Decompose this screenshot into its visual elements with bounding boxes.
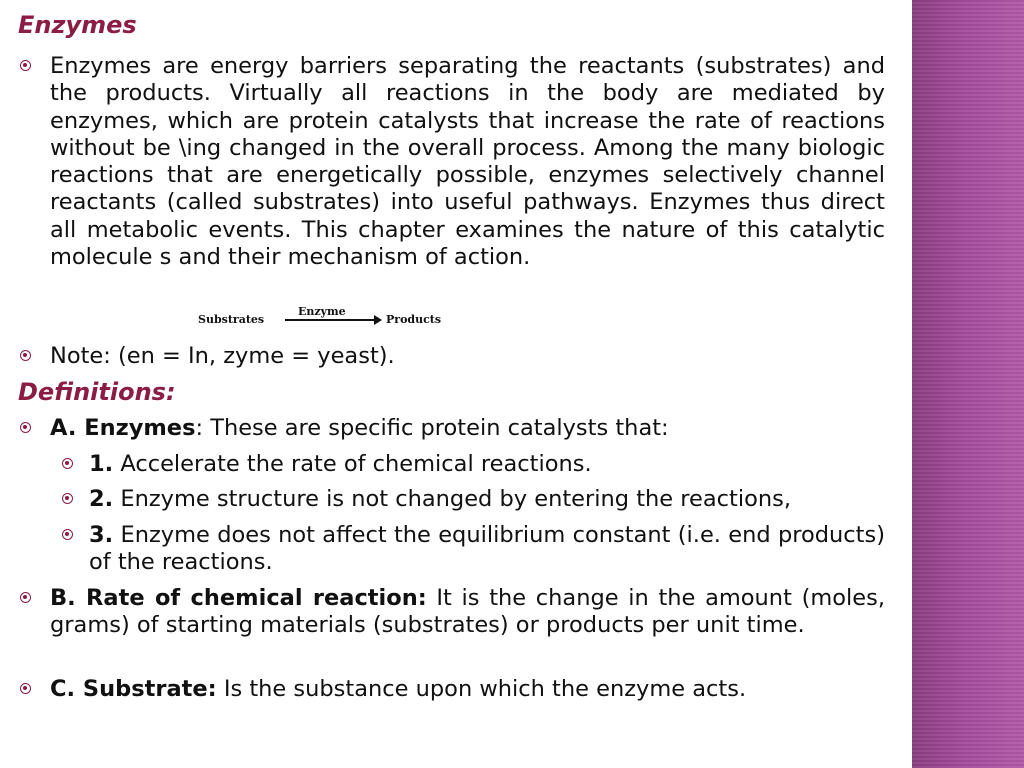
reaction-diagram — [198, 305, 458, 327]
definition-a-text: : These are specific protein catalysts that: — [195, 415, 669, 441]
right-arrow-icon — [285, 319, 379, 321]
definition-a — [50, 415, 885, 442]
definition-b-text: It is the change in the amount (moles, grams) of starting materials (substrates) or products per unit time. — [50, 585, 886, 639]
intro-paragraph — [50, 53, 885, 271]
circle-bullet-icon — [20, 60, 31, 71]
point-2 — [89, 486, 885, 513]
definition-c — [50, 676, 885, 703]
note-text: Note: (en = In, zyme = yeast). — [50, 343, 395, 369]
definition-b-term: B. Rate of chemical reaction: — [50, 585, 427, 611]
definition-a-term: A. Enzymes — [50, 415, 196, 441]
slide-title: Enzymes — [18, 11, 137, 39]
point-2-number: 2. — [89, 486, 114, 512]
definition-b — [50, 585, 885, 640]
definition-c-term: C. Substrate: — [50, 676, 217, 702]
point-1-text: Accelerate the rate of chemical reactions. — [113, 451, 592, 477]
definitions-heading: Definitions: — [18, 378, 176, 406]
point-2-text: Enzyme structure is not changed by entering the reactions, — [113, 486, 792, 512]
intro-text: Enzymes are energy barriers separating the reactants (substrates) and the products. Virtually all reactions in the body are mediated by enzymes, which are protein catalysts that increase the rate of reactions without be \ing changed in the overall process. Among the many biologic reactions that are energetically possible, enzymes selectively channel reactants (called substrates) into useful pathways. Enzymes thus direct all metabolic events. This chapter examines the nature of this catalytic molecule s and their mechanism of action. — [50, 53, 885, 271]
circle-bullet-icon — [62, 493, 73, 504]
point-1-number: 1. — [89, 451, 114, 477]
circle-bullet-icon — [20, 350, 31, 361]
circle-bullet-icon — [62, 529, 73, 540]
point-1 — [89, 451, 885, 478]
circle-bullet-icon — [20, 592, 31, 603]
diagram-enzyme-label: Enzyme — [298, 305, 346, 318]
diagram-products-label: Products — [386, 313, 442, 326]
circle-bullet-icon — [20, 422, 31, 433]
note-item — [50, 343, 885, 370]
circle-bullet-icon — [62, 458, 73, 469]
point-3-number: 3. — [89, 522, 114, 548]
decorative-side-bar — [912, 0, 1024, 768]
point-3 — [89, 522, 885, 577]
circle-bullet-icon — [20, 683, 31, 694]
definition-c-text: Is the substance upon which the enzyme acts. — [216, 676, 747, 702]
point-3-text: Enzyme does not affect the equilibrium constant (i.e. end products) of the reactions. — [89, 522, 885, 576]
diagram-substrates-label: Substrates — [198, 313, 265, 326]
